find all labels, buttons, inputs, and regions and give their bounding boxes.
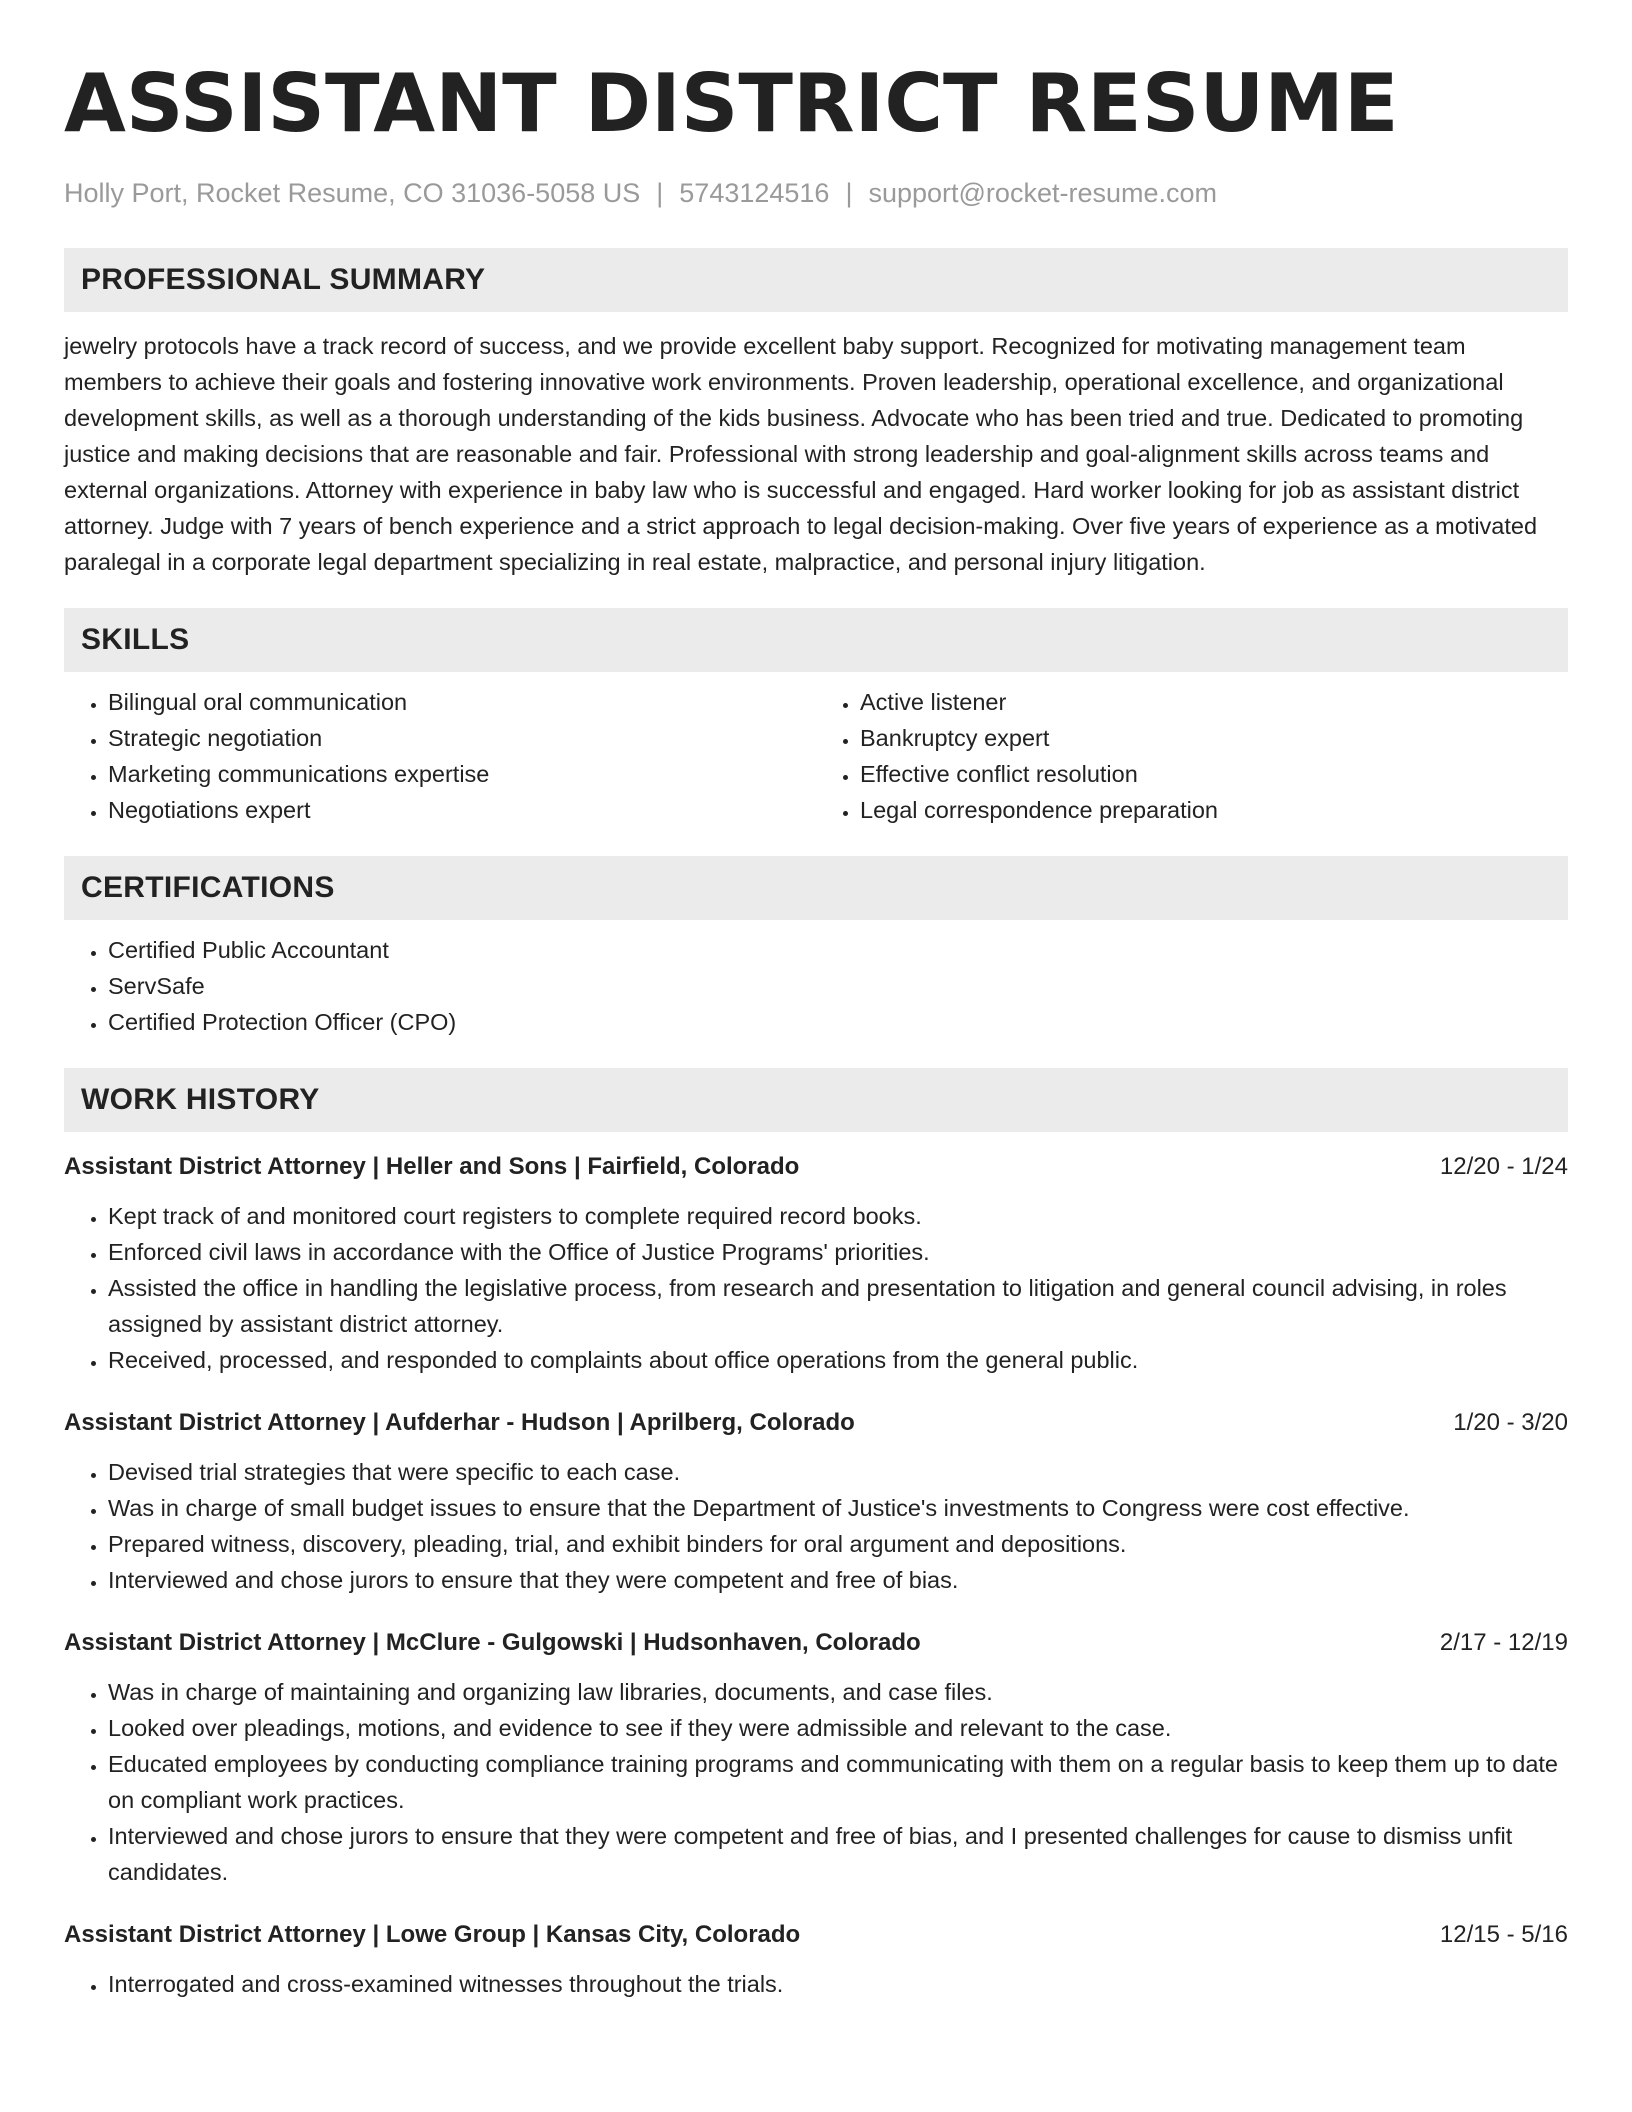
skills-grid	[64, 684, 1568, 828]
job-bullets	[64, 1966, 1568, 2002]
job-bullet: • Devised trial strategies that were specific to each case.	[108, 1454, 1568, 1490]
section-heading-certifications: CERTIFICATIONS	[64, 856, 1568, 920]
job-entry	[64, 1406, 1568, 1598]
skill-item: • Strategic negotiation	[108, 720, 816, 756]
job-title: Assistant District Attorney | Lowe Group | Kansas City, Colorado	[64, 1921, 801, 1948]
section-heading-summary: PROFESSIONAL SUMMARY	[64, 248, 1568, 312]
section-heading-work-history: WORK HISTORY	[64, 1068, 1568, 1132]
skill-item: • Bilingual oral communication	[108, 684, 816, 720]
job-bullets	[64, 1674, 1568, 1890]
contact-phone: 5743124516	[679, 178, 830, 208]
job-bullet: • Kept track of and monitored court registers to complete required record books.	[108, 1198, 1568, 1234]
job-bullet: • Prepared witness, discovery, pleading, trial, and exhibit binders for oral argument and depositions.	[108, 1526, 1568, 1562]
job-bullet: • Interviewed and chose jurors to ensure that they were competent and free of bias, and I presented challenges for cause to dismiss unfit candidates.	[108, 1818, 1568, 1890]
job-header	[64, 1406, 1568, 1440]
contact-line	[64, 176, 1568, 210]
skills-list-left	[64, 684, 816, 828]
contact-address: Holly Port, Rocket Resume, CO 31036-5058 US	[64, 178, 641, 208]
job-bullet: • Received, processed, and responded to complaints about office operations from the general public.	[108, 1342, 1568, 1378]
summary-text: jewelry protocols have a track record of success, and we provide excellent baby support. Recognized for motivating management team members to achieve their goals and fostering innovative work environments. Proven leadership, operational excellence, and organizational development skills, as well as a thorough understanding of the kids business. Advocate who has been tried and true. Dedicated to promoting justice and making decisions that are reasonable and fair. Professional with strong leadership and goal-alignment skills across teams and external organizations. Attorney with experience in baby law who is successful and engaged. Hard worker looking for job as assistant district attorney. Judge with 7 years of bench experience and a strict approach to legal decision-making. Over five years of experience as a motivated paralegal in a corporate legal department specializing in real estate, malpractice, and personal injury litigation.	[64, 333, 1538, 575]
skill-item: • Bankruptcy expert	[860, 720, 1568, 756]
contact-separator: |	[845, 178, 853, 208]
job-dates: 12/15 - 5/16	[1439, 1921, 1568, 1948]
job-entry	[64, 1918, 1568, 2002]
job-entry	[64, 1150, 1568, 1378]
contact-email: support@rocket-resume.com	[868, 178, 1217, 208]
certifications-list	[64, 932, 1568, 1040]
job-title: Assistant District Attorney | Heller and Sons | Fairfield, Colorado	[64, 1153, 800, 1180]
job-entry	[64, 1626, 1568, 1890]
section-heading-skills: SKILLS	[64, 608, 1568, 672]
job-dates: 12/20 - 1/24	[1439, 1153, 1568, 1180]
skill-item: • Marketing communications expertise	[108, 756, 816, 792]
job-bullet: • Was in charge of small budget issues to ensure that the Department of Justice's investments to Congress were cost effective.	[108, 1490, 1568, 1526]
certification-item: • ServSafe	[108, 968, 1568, 1004]
job-bullet: • Interviewed and chose jurors to ensure that they were competent and free of bias.	[108, 1562, 1568, 1598]
job-bullet: • Educated employees by conducting compliance training programs and communicating with them on a regular basis to keep them up to date on compliant work practices.	[108, 1746, 1568, 1818]
job-bullet: • Assisted the office in handling the legislative process, from research and presentation to litigation and general council advising, in roles assigned by assistant district attorney.	[108, 1270, 1568, 1342]
job-bullet: • Interrogated and cross-examined witnesses throughout the trials.	[108, 1966, 1568, 2002]
certification-item: • Certified Public Accountant	[108, 932, 1568, 968]
job-dates: 2/17 - 12/19	[1439, 1629, 1568, 1656]
job-header	[64, 1918, 1568, 1952]
skills-list-right	[816, 684, 1568, 828]
job-title: Assistant District Attorney | McClure - Gulgowski | Hudsonhaven, Colorado	[64, 1629, 921, 1656]
skill-item: • Legal correspondence preparation	[860, 792, 1568, 828]
job-bullet: • Looked over pleadings, motions, and evidence to see if they were admissible and relevant to the case.	[108, 1710, 1568, 1746]
skill-item: • Active listener	[860, 684, 1568, 720]
job-dates: 1/20 - 3/20	[1453, 1409, 1568, 1436]
job-bullets	[64, 1198, 1568, 1378]
skill-item: • Negotiations expert	[108, 792, 816, 828]
resume-title: ASSISTANT DISTRICT RESUME	[64, 57, 1399, 150]
job-title: Assistant District Attorney | Aufderhar - Hudson | Aprilberg, Colorado	[64, 1409, 855, 1436]
job-bullet: • Enforced civil laws in accordance with the Office of Justice Programs' priorities.	[108, 1234, 1568, 1270]
contact-separator: |	[656, 178, 664, 208]
job-bullets	[64, 1454, 1568, 1598]
job-header	[64, 1150, 1568, 1184]
skill-item: • Effective conflict resolution	[860, 756, 1568, 792]
certification-item: • Certified Protection Officer (CPO)	[108, 1004, 1568, 1040]
job-bullet: • Was in charge of maintaining and organizing law libraries, documents, and case files.	[108, 1674, 1568, 1710]
job-header	[64, 1626, 1568, 1660]
